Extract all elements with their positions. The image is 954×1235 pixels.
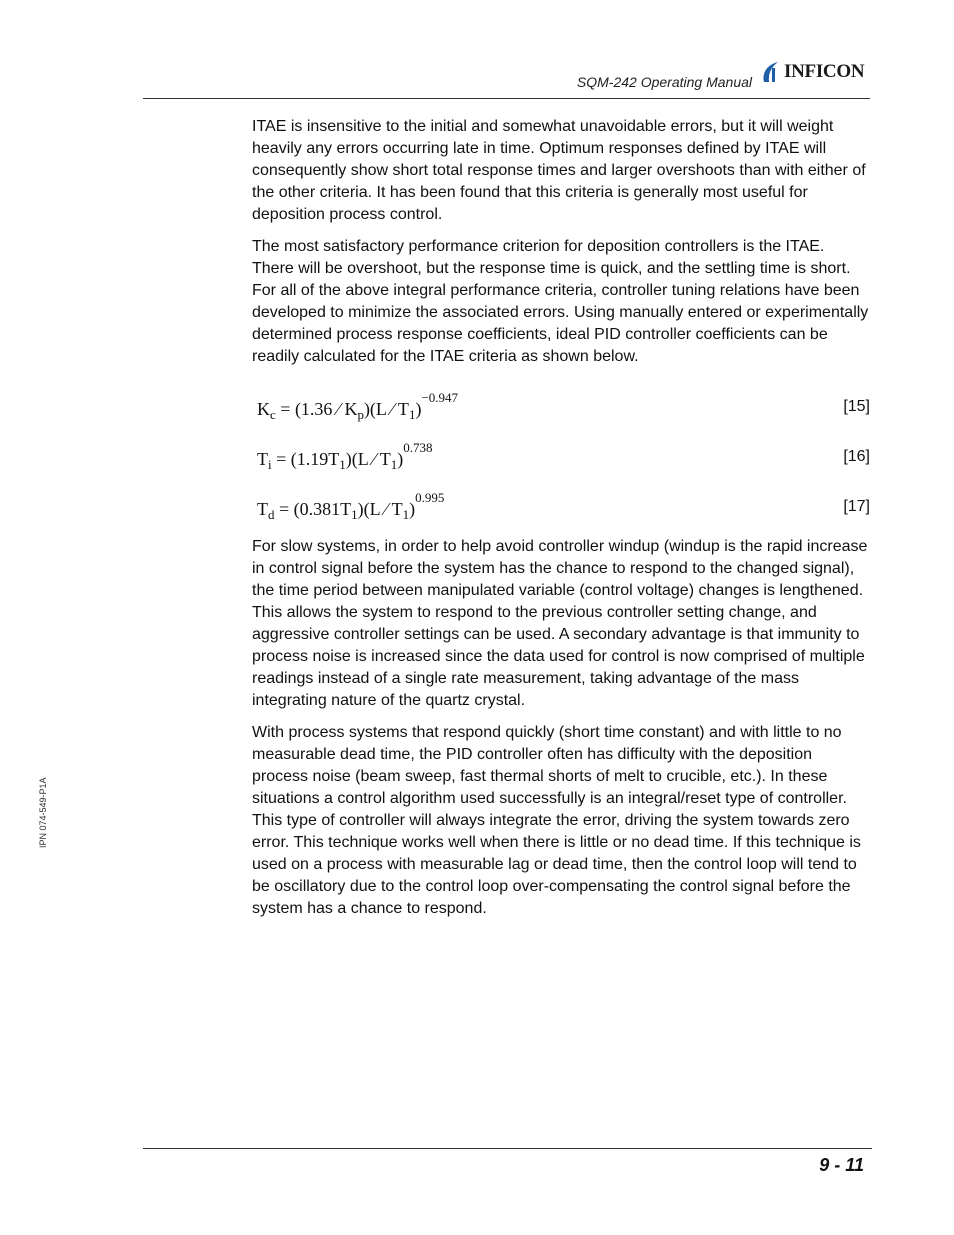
header-rule <box>143 98 870 99</box>
paragraph: ITAE is insensitive to the initial and somewhat unavoidable errors, but it will weight heavily any errors occurring late in time. Optimum responses defined by ITAE will consequently show short total response times and larger overshoots than with either of the other criteria. It has been found that this criteria is generally most useful for deposition process control. <box>252 118 866 223</box>
paragraph: The most satisfactory performance criterion for deposition controllers is the ITAE. There will be overshoot, but the response time is quick, and the settling time is short. For all of the above integral performance criteria, controller tuning relations have been developed to minimize the associated errors. Using manually entered or experimentally determined process response coefficients, ideal PID controller coefficients can be readily calculated for the ITAE criteria as shown below. <box>252 238 869 365</box>
equation-number: [17] <box>843 498 870 515</box>
equation-number: [15] <box>843 398 870 415</box>
paragraph: For slow systems, in order to help avoid controller windup (windup is the rapid increase in control signal before the system has the chance to respond to the changed signal), the time period between manipulated variable (control voltage) changes is lengthened. This allows the system to respond to the previous controller setting change, and aggressive controller settings can be used. A secondary advantage is that immunity to process noise is increased since the data used for control is now comprised of multiple readings instead of a single rate measurement, taking advantage of the mass integrating nature of the quartz crystal. <box>252 538 868 709</box>
inficon-logo <box>760 59 864 85</box>
page-number: 9 - 11 <box>819 1155 864 1175</box>
equation-17 <box>252 478 870 528</box>
equation-expression: $T_d = (0.381T_1)(L$ ⁄ $T_1)^{0.995}$ <box>257 490 445 522</box>
equation-expression: $T_i = (1.19T_1)(L$ ⁄ $T_1)^{0.738}$ <box>257 440 433 472</box>
inficon-swoosh-icon <box>760 60 782 84</box>
equation-expression: $K_c = (1.36$ ⁄ $K_p)(L$ ⁄ $T_1)^{-0.947}$ <box>257 390 459 422</box>
equation-number: [16] <box>843 448 870 465</box>
paragraph: With process systems that respond quickly (short time constant) and with little to no measurable dead time, the PID controller often has difficulty with the deposition process noise (beam sweep, fast thermal shorts of melt to crucible, etc.). In these situations a control algorithm used successfully is an integral/reset type of controller. This type of controller will always integrate the error, driving the system towards zero error. This technique works well when there is little or no dead time. If this technique is used on a process with measurable lag or dead time, then the control loop will tend to be oscillatory due to the control loop over-compensating the control signal before the system has a chance to respond. <box>252 724 861 917</box>
running-header-title: SQM-242 Operating Manual <box>576 74 752 90</box>
equation-15 <box>252 378 870 428</box>
logo-text: INFICON <box>784 61 865 82</box>
equation-16 <box>252 428 870 478</box>
equation-block <box>252 378 870 528</box>
body-text <box>252 116 870 930</box>
document-code: IPN 074-549-P1A <box>38 777 48 848</box>
footer-rule <box>143 1148 872 1149</box>
